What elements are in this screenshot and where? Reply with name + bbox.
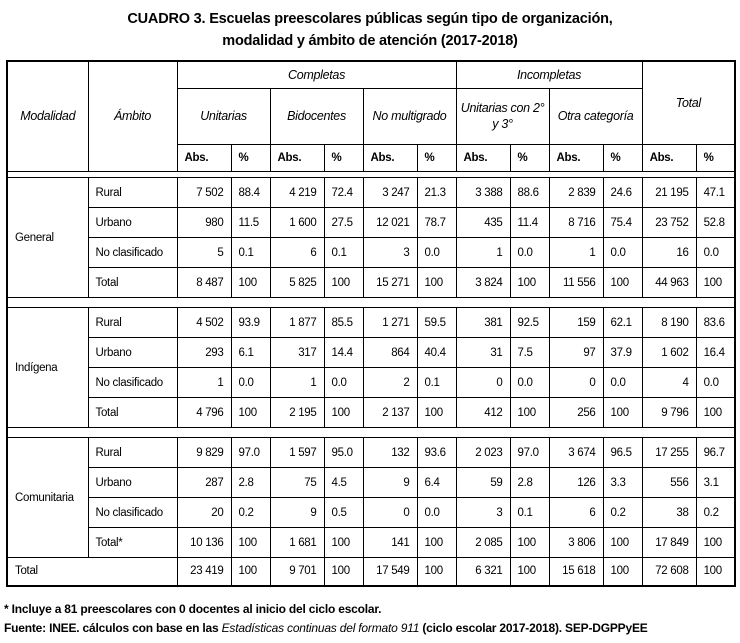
header-completas: Completas [177, 61, 456, 89]
cell-abs: 3 [456, 498, 510, 528]
cell-pct: 100 [231, 528, 270, 558]
cell-abs: 126 [549, 468, 603, 498]
cell-pct: 100 [417, 528, 456, 558]
cell-pct: 0.2 [696, 498, 735, 528]
header-no-multigrado: No multigrado [363, 89, 456, 145]
cell-abs: 16 [642, 238, 696, 268]
cell-abs: 59 [456, 468, 510, 498]
cell-abs: 132 [363, 438, 417, 468]
cell-abs: 3 806 [549, 528, 603, 558]
cell-abs: 5 825 [270, 268, 324, 298]
ambito-label: No clasificado [88, 498, 177, 528]
cell-pct: 0.0 [603, 368, 642, 398]
ambito-label: Total [88, 268, 177, 298]
cell-pct: 16.4 [696, 338, 735, 368]
cell-abs: 12 021 [363, 208, 417, 238]
cell-pct: 100 [324, 398, 363, 428]
cell-abs: 9 [363, 468, 417, 498]
ambito-label: Urbano [88, 208, 177, 238]
cell-pct: 83.6 [696, 308, 735, 338]
cell-abs: 2 023 [456, 438, 510, 468]
cell-pct: 88.6 [510, 178, 549, 208]
cell-pct: 3.3 [603, 468, 642, 498]
cell-pct: 62.1 [603, 308, 642, 338]
cell-pct: 85.5 [324, 308, 363, 338]
cell-abs: 38 [642, 498, 696, 528]
cell-abs: 6 [270, 238, 324, 268]
cell-abs: 3 824 [456, 268, 510, 298]
cell-pct: 24.6 [603, 178, 642, 208]
cell-abs: 2 085 [456, 528, 510, 558]
cell-pct: 0.1 [417, 368, 456, 398]
cell-abs: 15 271 [363, 268, 417, 298]
cell-abs: 317 [270, 338, 324, 368]
cell-abs: 0 [549, 368, 603, 398]
cell-pct: 100 [696, 268, 735, 298]
cell-abs: 4 796 [177, 398, 231, 428]
cell-abs: 6 321 [456, 558, 510, 586]
cell-abs: 1 602 [642, 338, 696, 368]
cell-abs: 17 549 [363, 558, 417, 586]
ambito-label: Rural [88, 308, 177, 338]
cell-abs: 287 [177, 468, 231, 498]
cell-abs: 9 796 [642, 398, 696, 428]
header-modalidad: Modalidad [7, 61, 88, 172]
header-total: Total [642, 61, 735, 145]
header-pct: % [324, 145, 363, 172]
cell-pct: 72.4 [324, 178, 363, 208]
cell-abs: 4 [642, 368, 696, 398]
table-row [7, 498, 735, 528]
ambito-label: Rural [88, 178, 177, 208]
footnote-source-suffix: (ciclo escolar 2017-2018). SEP-DGPPyEE [419, 620, 648, 635]
cell-abs: 0 [456, 368, 510, 398]
cell-pct: 100 [324, 528, 363, 558]
table-row [7, 528, 735, 558]
cell-pct: 96.5 [603, 438, 642, 468]
cell-pct: 59.5 [417, 308, 456, 338]
cell-pct: 0.1 [510, 498, 549, 528]
cell-pct: 95.0 [324, 438, 363, 468]
cell-abs: 3 247 [363, 178, 417, 208]
cell-pct: 11.4 [510, 208, 549, 238]
cell-pct: 40.4 [417, 338, 456, 368]
table-row [7, 338, 735, 368]
cell-abs: 1 [549, 238, 603, 268]
cell-abs: 3 388 [456, 178, 510, 208]
cell-pct: 88.4 [231, 178, 270, 208]
title-line1 [0, 9, 740, 31]
cell-pct: 100 [324, 558, 363, 586]
table-row [7, 178, 735, 208]
spacer-row [7, 298, 735, 308]
cell-abs: 75 [270, 468, 324, 498]
table-row [7, 238, 735, 268]
ambito-label: Urbano [88, 468, 177, 498]
cell-abs: 97 [549, 338, 603, 368]
cell-pct: 0.0 [510, 238, 549, 268]
modalidad-label: Indígena [7, 308, 88, 428]
cell-abs: 2 137 [363, 398, 417, 428]
cell-abs: 4 502 [177, 308, 231, 338]
cell-abs: 0 [363, 498, 417, 528]
cell-pct: 100 [510, 398, 549, 428]
cell-pct: 14.4 [324, 338, 363, 368]
cell-pct: 100 [603, 528, 642, 558]
header-abs: Abs. [456, 145, 510, 172]
cell-pct: 0.0 [324, 368, 363, 398]
cell-abs: 1 [456, 238, 510, 268]
cell-abs: 1 [177, 368, 231, 398]
ambito-label: Urbano [88, 338, 177, 368]
header-abs: Abs. [363, 145, 417, 172]
spacer-cell [7, 428, 735, 438]
cell-abs: 2 [363, 368, 417, 398]
cell-abs: 20 [177, 498, 231, 528]
cell-abs: 3 674 [549, 438, 603, 468]
cell-pct: 97.0 [510, 438, 549, 468]
cell-abs: 293 [177, 338, 231, 368]
cell-abs: 980 [177, 208, 231, 238]
table-row [7, 368, 735, 398]
cell-pct: 37.9 [603, 338, 642, 368]
cell-abs: 4 219 [270, 178, 324, 208]
cell-pct: 0.1 [324, 238, 363, 268]
ambito-label: No clasificado [88, 368, 177, 398]
ambito-label: Total* [88, 528, 177, 558]
header-pct: % [417, 145, 456, 172]
cell-abs: 44 963 [642, 268, 696, 298]
grand-total-row [7, 558, 735, 586]
cell-abs: 1 597 [270, 438, 324, 468]
footnote-source [4, 619, 734, 638]
header-unitarias: Unitarias [177, 89, 270, 145]
cell-pct: 0.2 [603, 498, 642, 528]
title-line2: modalidad y ámbito de atención (2017-2018) [222, 32, 518, 49]
cell-abs: 17 255 [642, 438, 696, 468]
cell-pct: 21.3 [417, 178, 456, 208]
cell-pct: 93.9 [231, 308, 270, 338]
table-row [7, 268, 735, 298]
ambito-label: Rural [88, 438, 177, 468]
cell-abs: 1 681 [270, 528, 324, 558]
cell-pct: 47.1 [696, 178, 735, 208]
table-row [7, 438, 735, 468]
cell-pct: 2.8 [231, 468, 270, 498]
cell-pct: 100 [696, 528, 735, 558]
table-row [7, 468, 735, 498]
header-bidocentes: Bidocentes [270, 89, 363, 145]
cell-pct: 0.0 [510, 368, 549, 398]
footnotes [4, 600, 734, 638]
cell-pct: 6.4 [417, 468, 456, 498]
cell-abs: 2 839 [549, 178, 603, 208]
cell-pct: 0.0 [603, 238, 642, 268]
cell-pct: 100 [231, 268, 270, 298]
cell-abs: 23 752 [642, 208, 696, 238]
cell-pct: 100 [231, 398, 270, 428]
cell-pct: 100 [510, 268, 549, 298]
cell-abs: 1 [270, 368, 324, 398]
table-row [7, 398, 735, 428]
cell-abs: 31 [456, 338, 510, 368]
title-cuadro-label: CUADRO 3. [127, 11, 206, 27]
cell-pct: 78.7 [417, 208, 456, 238]
cell-pct: 0.2 [231, 498, 270, 528]
cell-pct: 0.0 [696, 368, 735, 398]
cell-abs: 1 600 [270, 208, 324, 238]
cell-abs: 8 716 [549, 208, 603, 238]
table-row [7, 208, 735, 238]
cell-pct: 2.8 [510, 468, 549, 498]
cell-abs: 864 [363, 338, 417, 368]
header-pct: % [696, 145, 735, 172]
cell-pct: 100 [603, 398, 642, 428]
cell-pct: 75.4 [603, 208, 642, 238]
grand-total-label: Total [7, 558, 177, 586]
cell-pct: 100 [510, 528, 549, 558]
table-body [7, 172, 735, 586]
cell-abs: 23 419 [177, 558, 231, 586]
cell-abs: 7 502 [177, 178, 231, 208]
cell-pct: 100 [417, 398, 456, 428]
footnote-asterisk: * Incluye a 81 preescolares con 0 docentes al inicio del ciclo escolar. [4, 601, 382, 616]
footnote-source-title: Estadísticas continuas del formato 911 [221, 620, 420, 635]
header-abs: Abs. [177, 145, 231, 172]
cell-abs: 435 [456, 208, 510, 238]
cell-abs: 72 608 [642, 558, 696, 586]
cell-abs: 412 [456, 398, 510, 428]
cell-abs: 159 [549, 308, 603, 338]
cell-pct: 52.8 [696, 208, 735, 238]
header-abs: Abs. [270, 145, 324, 172]
ambito-label: No clasificado [88, 238, 177, 268]
header-ambito: Ámbito [88, 61, 177, 172]
cell-pct: 100 [324, 268, 363, 298]
footnote-source-prefix: Fuente: INEE. cálculos con base en las [4, 620, 222, 635]
cell-abs: 9 701 [270, 558, 324, 586]
cell-abs: 2 195 [270, 398, 324, 428]
cell-pct: 100 [603, 268, 642, 298]
header-abs: Abs. [549, 145, 603, 172]
modalidad-label: Comunitaria [7, 438, 88, 558]
cell-pct: 4.5 [324, 468, 363, 498]
cell-pct: 6.1 [231, 338, 270, 368]
cell-pct: 0.0 [417, 498, 456, 528]
cell-pct: 100 [417, 268, 456, 298]
cell-pct: 100 [696, 558, 735, 586]
table-header [7, 61, 735, 172]
cell-pct: 0.0 [417, 238, 456, 268]
cell-pct: 100 [510, 558, 549, 586]
cell-pct: 100 [231, 558, 270, 586]
header-pct: % [603, 145, 642, 172]
spacer-row [7, 428, 735, 438]
cell-pct: 97.0 [231, 438, 270, 468]
cell-pct: 93.6 [417, 438, 456, 468]
table-title [0, 0, 740, 53]
cell-abs: 9 [270, 498, 324, 528]
cell-pct: 0.5 [324, 498, 363, 528]
cell-abs: 381 [456, 308, 510, 338]
cell-abs: 11 556 [549, 268, 603, 298]
cell-abs: 5 [177, 238, 231, 268]
cell-pct: 100 [417, 558, 456, 586]
title-line1-text: Escuelas preescolares públicas según tipo de organización, [205, 11, 613, 27]
cell-abs: 21 195 [642, 178, 696, 208]
cell-pct: 3.1 [696, 468, 735, 498]
cell-abs: 1 271 [363, 308, 417, 338]
cell-pct: 100 [603, 558, 642, 586]
cell-abs: 1 877 [270, 308, 324, 338]
header-abs: Abs. [642, 145, 696, 172]
cell-abs: 15 618 [549, 558, 603, 586]
cell-abs: 6 [549, 498, 603, 528]
cell-pct: 7.5 [510, 338, 549, 368]
cell-pct: 11.5 [231, 208, 270, 238]
cell-pct: 92.5 [510, 308, 549, 338]
header-pct: % [231, 145, 270, 172]
cuadro-table [6, 60, 736, 587]
cell-abs: 10 136 [177, 528, 231, 558]
cell-abs: 141 [363, 528, 417, 558]
cell-pct: 100 [696, 398, 735, 428]
table-row [7, 308, 735, 338]
cell-pct: 0.1 [231, 238, 270, 268]
header-incompletas: Incompletas [456, 61, 642, 89]
cell-abs: 8 487 [177, 268, 231, 298]
cell-abs: 556 [642, 468, 696, 498]
cell-pct: 96.7 [696, 438, 735, 468]
header-unitarias-con: Unitarias con 2° y 3° [456, 89, 549, 145]
cell-pct: 27.5 [324, 208, 363, 238]
cell-abs: 9 829 [177, 438, 231, 468]
cell-abs: 256 [549, 398, 603, 428]
cell-abs: 17 849 [642, 528, 696, 558]
cell-abs: 8 190 [642, 308, 696, 338]
header-otra-categoria: Otra categoría [549, 89, 642, 145]
modalidad-label: General [7, 178, 88, 298]
ambito-label: Total [88, 398, 177, 428]
header-pct: % [510, 145, 549, 172]
cell-pct: 0.0 [696, 238, 735, 268]
cell-pct: 0.0 [231, 368, 270, 398]
spacer-cell [7, 298, 735, 308]
cell-abs: 3 [363, 238, 417, 268]
